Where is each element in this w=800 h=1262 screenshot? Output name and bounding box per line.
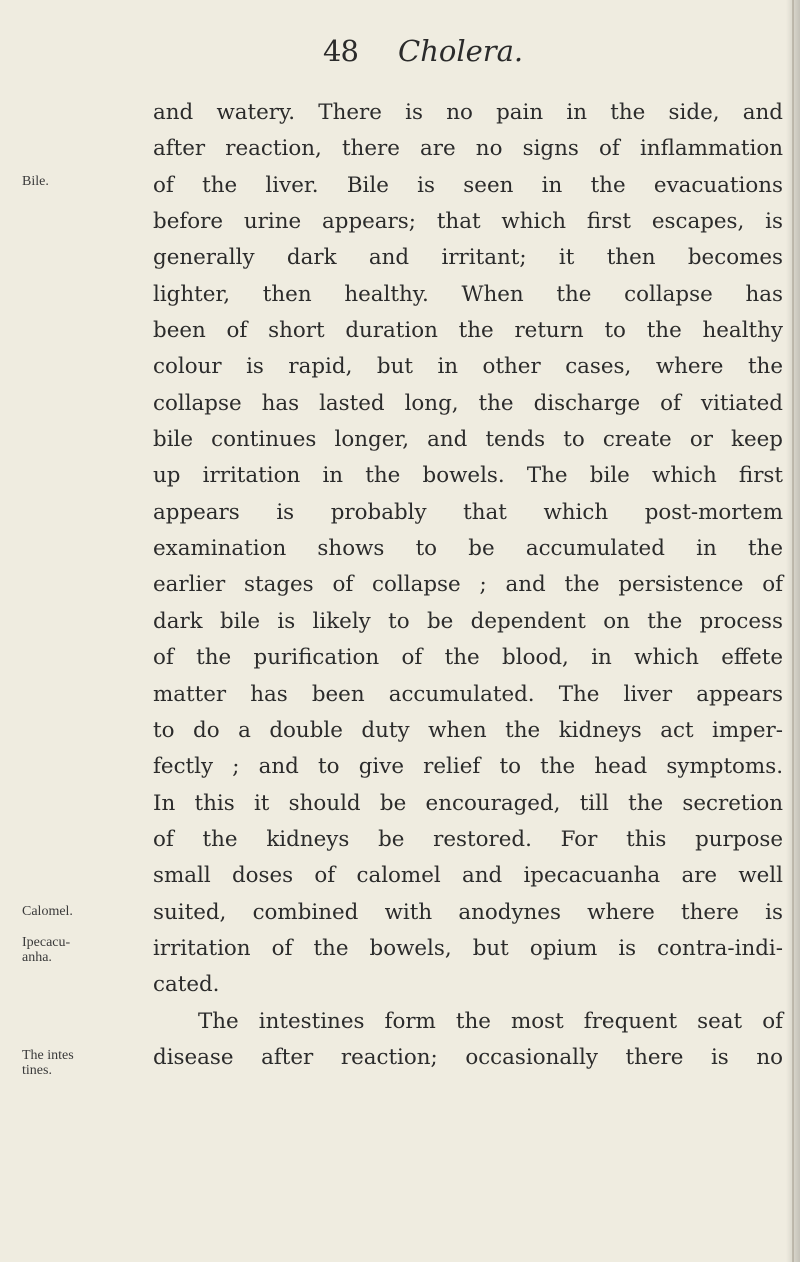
marginal-note-intestines: The intes tines.: [22, 1048, 74, 1078]
text-line: disease after reaction; occasionally there is no: [153, 1044, 783, 1070]
body-text: [153, 95, 783, 1076]
text-line: up irritation in the bowels. The bile which first: [153, 463, 783, 489]
marginal-note-calomel: Calomel.: [22, 904, 73, 919]
text-line: been of short duration the return to the healthy: [153, 318, 783, 344]
text-line: of the kidneys be restored. For this purpose: [153, 826, 783, 852]
text-line: after reaction, there are no signs of inflammation: [153, 136, 783, 162]
text-line: collapse has lasted long, the discharge of vitiated: [153, 390, 783, 416]
text-line: colour is rapid, but in other cases, where the: [153, 354, 783, 380]
text-line: fectly ; and to give relief to the head symptoms.: [153, 754, 783, 780]
running-title: Cholera.: [398, 34, 524, 68]
text-line: irritation of the bowels, but opium is contra-indi-: [153, 935, 783, 961]
marginal-note-bile: Bile.: [22, 174, 49, 189]
text-line: of the purification of the blood, in which effete: [153, 645, 783, 671]
text-line: to do a double duty when the kidneys act imper-: [153, 717, 783, 743]
text-line: small doses of calomel and ipecacuanha are well: [153, 863, 783, 889]
text-line: In this it should be encouraged, till the secretion: [153, 790, 783, 816]
text-line: of the liver. Bile is seen in the evacuations: [153, 172, 783, 198]
text-line: examination shows to be accumulated in the: [153, 536, 783, 562]
page-number: 48: [323, 34, 358, 68]
page-edge-shadow: [786, 0, 800, 1262]
page-header: [0, 34, 800, 84]
text-line: suited, combined with anodynes where there is: [153, 899, 783, 925]
text-line: dark bile is likely to be dependent on the process: [153, 608, 783, 634]
text-line: appears is probably that which post-mortem: [153, 499, 783, 525]
text-line: The intestines form the most frequent seat of: [198, 1008, 783, 1034]
text-line: matter has been accumulated. The liver appears: [153, 681, 783, 707]
text-line: and watery. There is no pain in the side, and: [153, 100, 783, 125]
text-line: lighter, then healthy. When the collapse has: [153, 281, 783, 307]
text-line: bile continues longer, and tends to create or keep: [153, 427, 783, 453]
text-line: before urine appears; that which first escapes, is: [153, 209, 783, 235]
text-line: generally dark and irritant; it then becomes: [153, 245, 783, 271]
marginal-note-ipecacuanha: Ipecacu- anha.: [22, 935, 71, 965]
text-line: earlier stages of collapse ; and the persistence of: [153, 572, 783, 598]
text-line: cated.: [153, 972, 220, 998]
